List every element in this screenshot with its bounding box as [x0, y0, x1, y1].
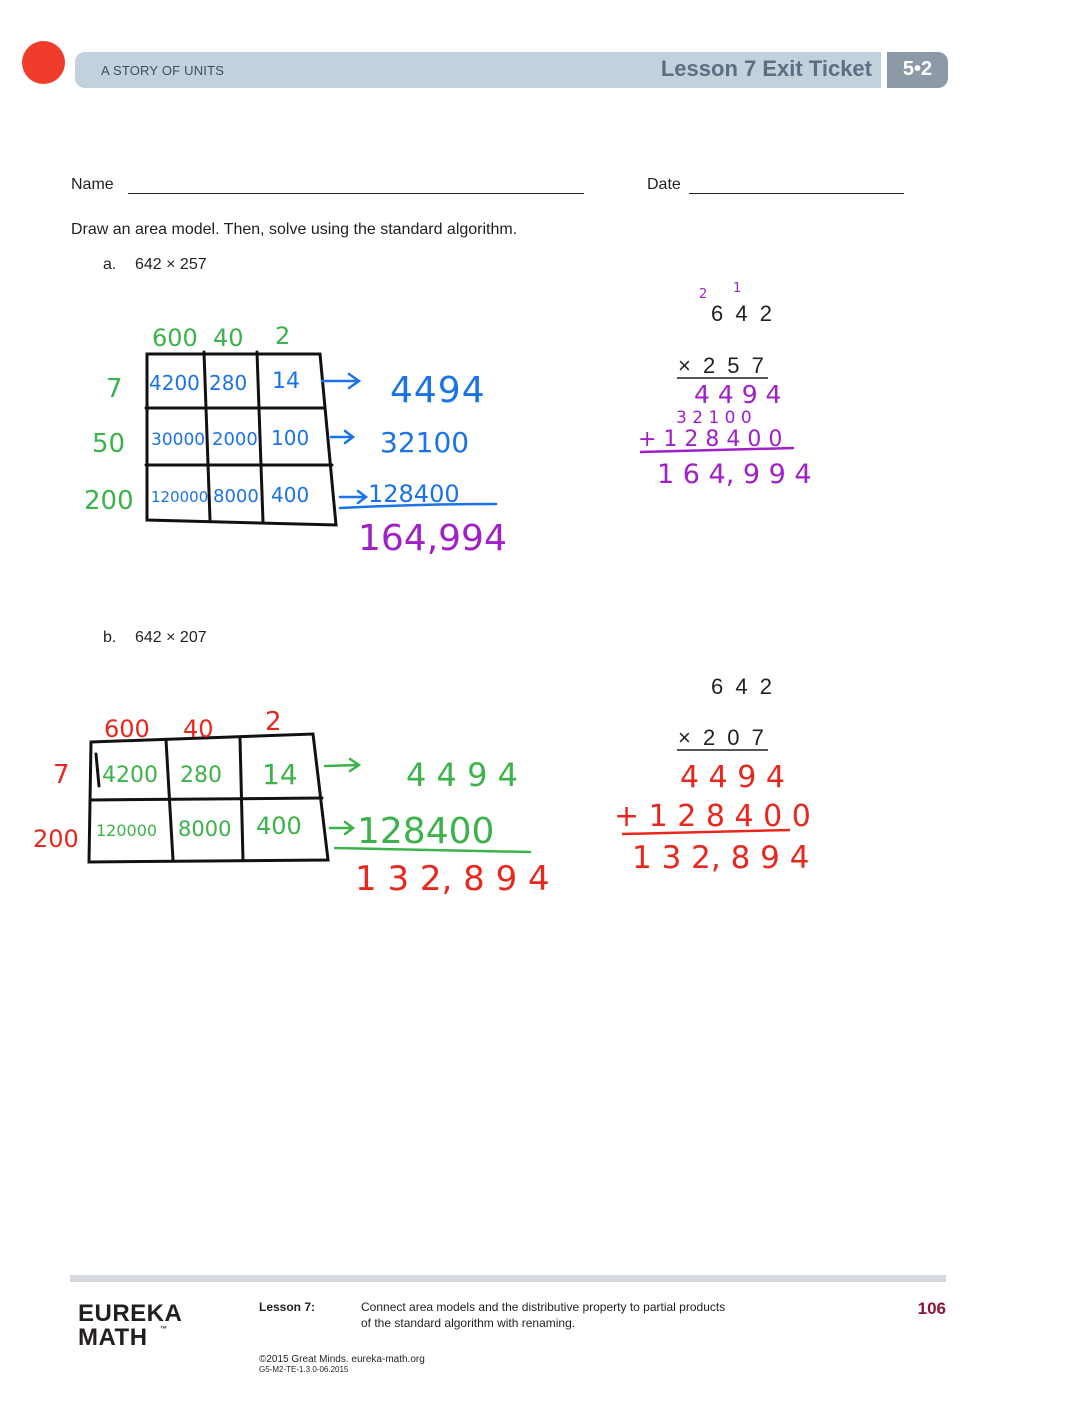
alg-b-partial-2: + 1 2 8 4 0 0	[614, 799, 811, 834]
grade-label: 5•2	[902, 58, 933, 80]
logo-eureka: EUREKA	[78, 1300, 183, 1327]
area-a-cell: 100	[271, 426, 310, 450]
area-a-cell: 120000	[151, 488, 209, 506]
date-label: Date	[647, 176, 681, 193]
area-b-col-label: 600	[104, 715, 150, 743]
area-b-cell: 14	[262, 758, 298, 791]
area-a-cell: 4200	[149, 371, 200, 395]
alg-a-carries-2: 3 2 1 0 0	[676, 408, 752, 428]
page-number: 106	[917, 1299, 946, 1318]
area-b-total: 1 3 2, 8 9 4	[355, 859, 550, 899]
area-a-row-label: 50	[92, 429, 126, 459]
logo-trademark: ™	[160, 1326, 167, 1333]
problem-a-letter: a.	[103, 256, 117, 273]
problem-a-expression: 642 × 257	[135, 256, 207, 273]
alg-b-top: 6 4 2	[711, 674, 775, 699]
area-a-row-sum: 128400	[368, 480, 460, 508]
alg-b-partial-1: 4 4 9 4	[680, 760, 785, 795]
area-b-cell: 4200	[102, 763, 158, 788]
area-b-row-label: 200	[33, 825, 79, 853]
alg-a-multiplier: × 2 5 7	[678, 353, 767, 378]
problem-b-letter: b.	[103, 629, 117, 646]
area-a-col-labels	[152, 322, 290, 352]
copyright: ©2015 Great Minds. eureka-math.org	[259, 1354, 425, 1365]
lesson-title: Lesson 7 Exit Ticket	[660, 56, 872, 81]
logo-math: MATH	[78, 1324, 148, 1351]
alg-b-multiplier: × 2 0 7	[678, 725, 767, 750]
area-b-col-labels	[104, 707, 282, 743]
area-a-cells	[149, 369, 309, 507]
area-a-row-label: 200	[84, 486, 134, 516]
area-b-row-label: 7	[53, 760, 70, 790]
alg-a-answer: 1 6 4, 9 9 4	[657, 459, 812, 490]
area-a-row-sum: 32100	[380, 426, 470, 459]
footer-description: of the standard algorithm with renaming.	[361, 1316, 576, 1330]
footer-rule	[70, 1275, 946, 1282]
area-model-b	[89, 734, 328, 862]
area-a-col-label: 40	[213, 324, 244, 352]
alg-a-carry: 1	[733, 281, 742, 296]
area-b-cell: 280	[180, 763, 222, 788]
footer-lesson-label: Lesson 7:	[259, 1300, 316, 1314]
area-a-cell: 30000	[151, 430, 206, 450]
area-b-row-sum: 128400	[357, 811, 495, 852]
area-a-row-sum: 4494	[390, 370, 486, 411]
area-b-col-label: 2	[265, 707, 282, 737]
area-a-cell: 14	[272, 369, 300, 394]
alg-a-partial-2: + 1 2 8 4 0 0	[638, 427, 783, 452]
document-code: G5-M2-TE-1.3.0-06.2015	[259, 1365, 349, 1374]
alg-a-partial-1: 4 4 9 4	[694, 380, 782, 409]
area-b-row-sums	[357, 756, 518, 852]
area-a-cell: 2000	[212, 429, 258, 450]
problem-b-expression: 642 × 207	[135, 629, 207, 646]
area-a-row-sums	[368, 370, 486, 508]
area-b-col-label: 40	[183, 715, 214, 743]
series-title: A STORY OF UNITS	[101, 63, 225, 78]
area-b-row-sum: 4 4 9 4	[406, 756, 518, 794]
name-label: Name	[71, 176, 114, 193]
area-b-cell: 8000	[178, 817, 232, 841]
area-a-cell: 400	[271, 483, 310, 507]
area-a-cell: 280	[209, 371, 248, 395]
footer-description: Connect area models and the distributive property to partial products	[361, 1300, 726, 1314]
area-a-col-label: 600	[152, 324, 198, 352]
area-a-total: 164,994	[358, 518, 507, 559]
alg-b-answer: 1 3 2, 8 9 4	[632, 840, 810, 876]
area-a-cell: 8000	[213, 486, 259, 507]
area-a-row-label: 7	[106, 374, 123, 404]
area-b-cell: 120000	[96, 821, 158, 840]
area-a-row-labels	[84, 374, 134, 516]
area-b-row-labels	[33, 760, 79, 853]
alg-a-top: 6 4 2	[711, 301, 775, 326]
alg-a-carries	[699, 281, 741, 302]
area-a-col-label: 2	[275, 322, 291, 350]
area-b-cell: 400	[256, 812, 302, 840]
instructions: Draw an area model. Then, solve using the standard algorithm.	[71, 221, 518, 238]
alg-a-carry: 2	[699, 287, 708, 302]
